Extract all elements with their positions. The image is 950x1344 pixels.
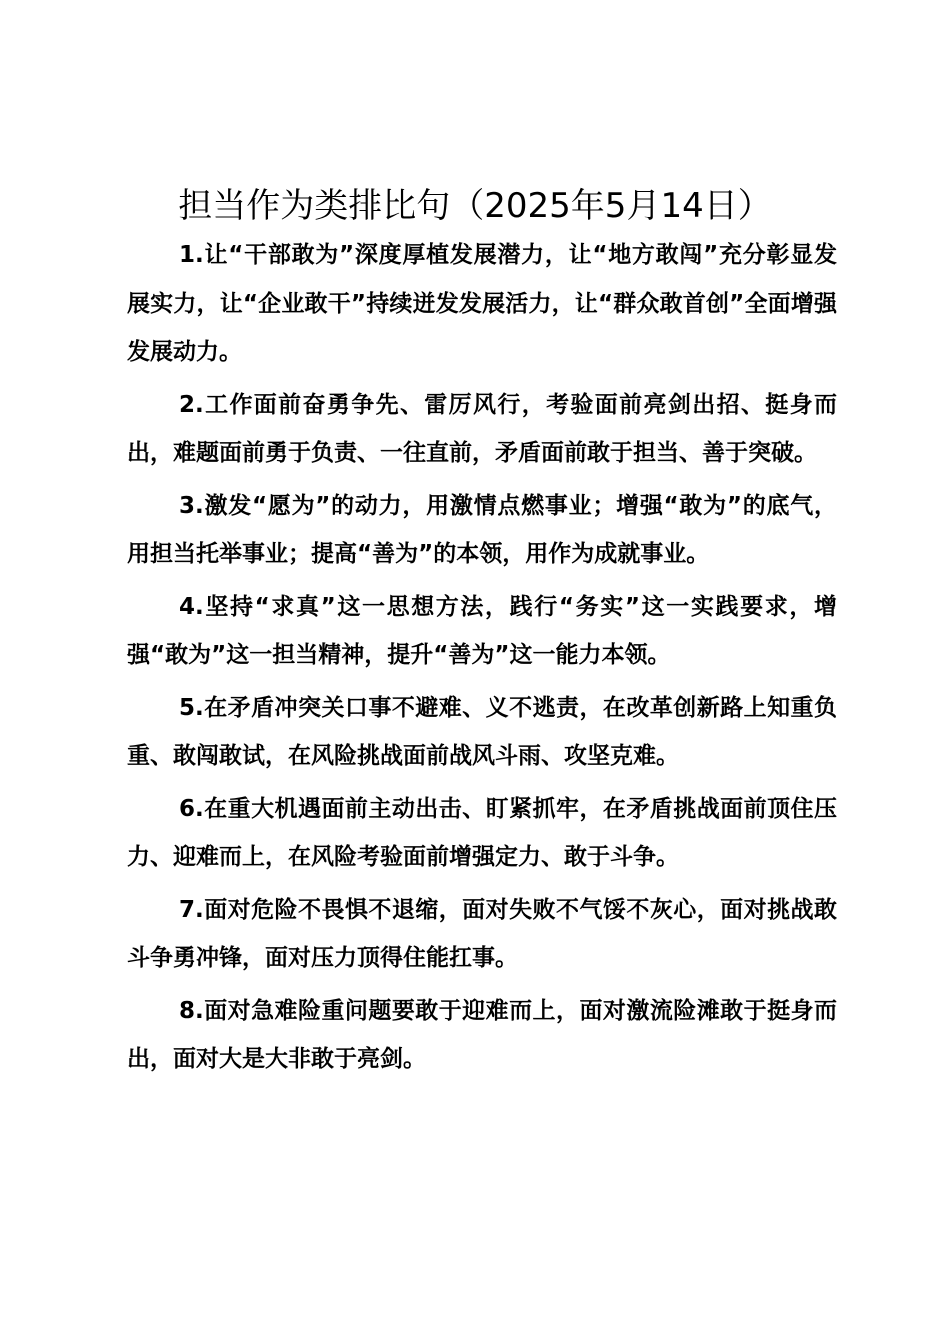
paragraph-8: 8.面对急难险重问题要敢于迎难而上，面对激流险滩敢于挺身而出，面对大是大非敢于亮剑。: [127, 997, 837, 1072]
paragraph-6: 6.在重大机遇面前主动出击、盯紧抓牢，在矛盾挑战面前顶住压力、迎难而上，在风险考验面前增强定力、敢于斗争。: [127, 795, 837, 870]
document-body: [127, 231, 837, 1088]
paragraph-1: 1.让“干部敢为”深度厚植发展潜力，让“地方敢闯”充分彰显发展实力，让“企业敢干”持续迸发发展活力，让“群众敢首创”全面增强发展动力。: [127, 242, 837, 365]
document-title: 担当作为类排比句（2025年5月14日）: [178, 186, 772, 226]
paragraph-2: 2.工作面前奋勇争先、雷厉风行，考验面前亮剑出招、挺身而出，难题面前勇于负责、一往直前，矛盾面前敢于担当、善于突破。: [127, 391, 837, 466]
paragraph-3: 3.激发“愿为”的动力，用激情点燃事业；增强“敢为”的底气，用担当托举事业；提高“善为”的本领，用作为成就事业。: [127, 492, 837, 567]
paragraph-4: 4.坚持“求真”这一思想方法，践行“务实”这一实践要求，增强“敢为”这一担当精神，提升“善为”这一能力本领。: [127, 593, 837, 668]
paragraph-5: 5.在矛盾冲突关口事不避难、义不逃责，在改革创新路上知重负重、敢闯敢试，在风险挑战面前战风斗雨、攻坚克难。: [127, 694, 837, 769]
paragraph-7: 7.面对危险不畏惧不退缩，面对失败不气馁不灰心，面对挑战敢斗争勇冲锋，面对压力顶得住能扛事。: [127, 896, 837, 971]
